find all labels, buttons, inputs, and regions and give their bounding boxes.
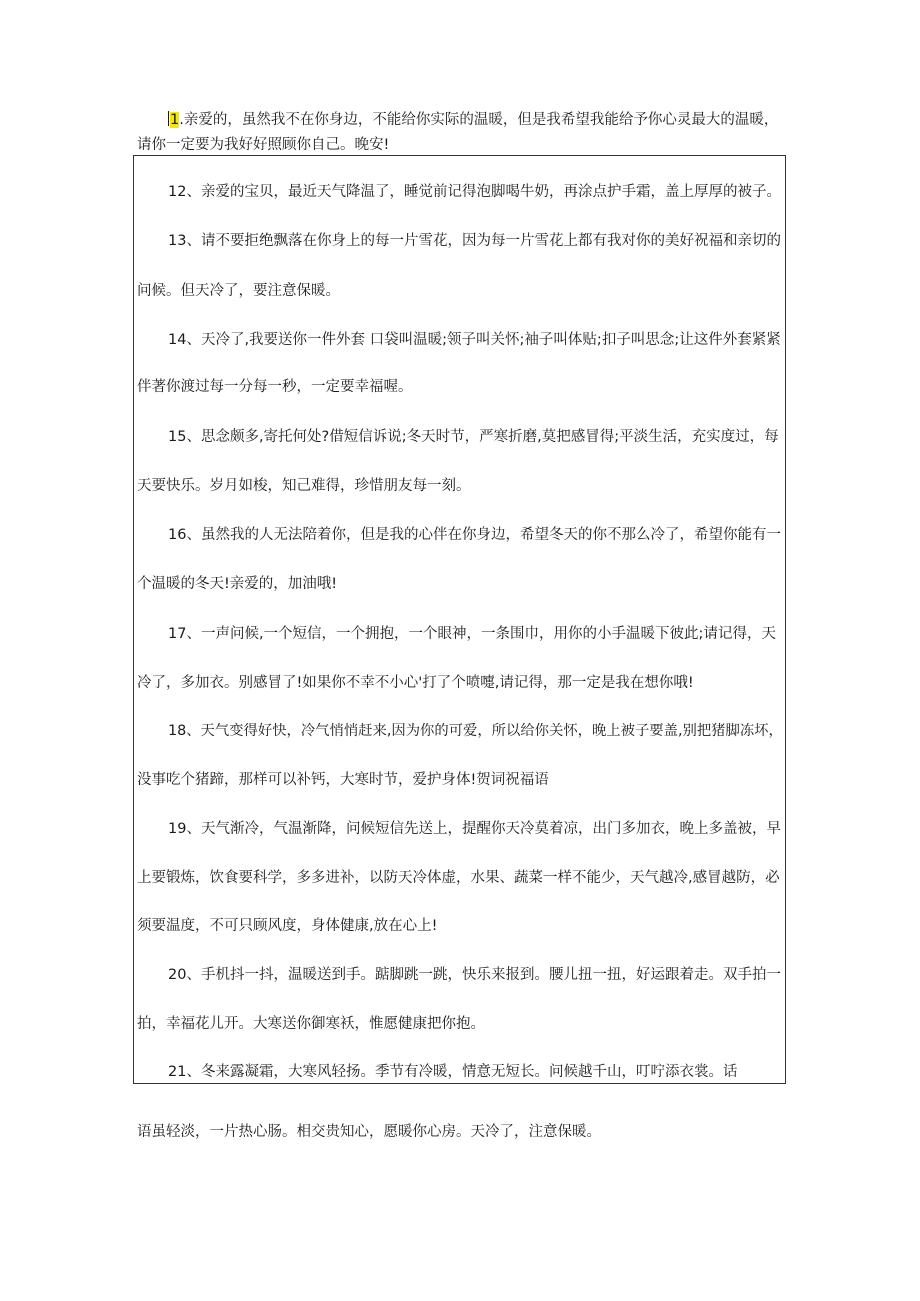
intro-line-1 bbox=[168, 111, 778, 129]
p18-line-1: 18、天气变得好快，冷气悄悄赶来,因为你的可爱，所以给你关怀，晚上被子要盖,别把猪脚冻坏， bbox=[168, 723, 783, 739]
intro-line-2 bbox=[137, 136, 389, 154]
p14-line-1: 14、天冷了,我要送你一件外套 口袋叫温暖;领子叫关怀;袖子叫体贴;扣子叫思念;让这件外套紧紧 bbox=[168, 332, 781, 348]
p20-line-2: 拍，幸福花儿开。大寒送你御寒袄，惟愿健康把你抱。 bbox=[137, 1016, 485, 1032]
p12-line-1: 12、亲爱的宝贝，最近天气降温了，睡觉前记得泡脚喝牛奶，再涂点护手霜，盖上厚厚的被子。 bbox=[168, 184, 781, 200]
text-cursor bbox=[168, 111, 169, 126]
p16-line-1: 16、虽然我的人无法陪着你，但是我的心伴在你身边，希望冬天的你不那么冷了，希望你能有一 bbox=[168, 527, 781, 543]
p13-line-1: 13、请不要拒绝飘落在你身上的每一片雪花，因为每一片雪花上都有我对你的美好祝福和亲切的 bbox=[168, 233, 781, 249]
intro-line-2-text: 请你一定要为我好好照顾你自己。晚安! bbox=[137, 137, 390, 153]
p14-line-2: 伴著你渡过每一分每一秒，一定要幸福喔。 bbox=[137, 379, 413, 395]
p20-line-1: 20、手机抖一抖，温暖送到手。踮脚跳一跳，快乐来报到。腰儿扭一扭，好运跟着走。双手拍一 bbox=[168, 967, 781, 983]
p19-line-3: 须要温度，不可只顾风度，身体健康,放在心上! bbox=[137, 918, 438, 934]
p13-line-2: 问候。但天冷了，要注意保暖。 bbox=[137, 283, 340, 299]
highlighted-number: 1 bbox=[170, 112, 180, 128]
p17-line-1: 17、一声问候,一个短信，一个拥抱，一个眼神，一条围巾，用你的小手温暖下彼此;请记得，天 bbox=[168, 626, 776, 642]
intro-line-1-text: .亲爱的，虽然我不在你身边，不能给你实际的温暖，但是我希望我能给予你心灵最大的温暖， bbox=[179, 112, 779, 128]
p21-line-1: 21、冬来露凝霜，大寒风轻扬。季节有冷暖，情意无短长。问候越千山，叮咛添衣裳。话 bbox=[168, 1064, 738, 1080]
p16-line-2: 个温暖的冬天!亲爱的，加油哦! bbox=[137, 576, 338, 592]
p18-line-2: 没事吃个猪蹄，那样可以补钙，大寒时节，爱护身体!贺词祝福语 bbox=[137, 772, 549, 788]
p19-line-1: 19、天气渐冷，气温渐降，问候短信先送上，提醒你天冷莫着凉，出门多加衣，晚上多盖被，早 bbox=[168, 821, 781, 837]
p15-line-2: 天要快乐。岁月如梭，知己难得，珍惜朋友每一刻。 bbox=[137, 478, 471, 494]
p15-line-1: 15、思念颇多,寄托何处?借短信诉说;冬天时节，严寒折磨,莫把感冒得;平淡生活，充实度过，每 bbox=[168, 429, 779, 445]
p19-line-2: 上要锻炼，饮食要科学，多多进补，以防天冷体虚，水果、蔬菜一样不能少，天气越冷,感冒越防，必 bbox=[137, 870, 780, 886]
outro-line: 语虽轻淡，一片热心肠。相交贵知心，愿暖你心房。天冷了，注意保暖。 bbox=[137, 1124, 601, 1140]
p17-line-2: 冷了，多加衣。别感冒了!如果你不幸不小心'打了个喷嚏,请记得，那一定是我在想你哦! bbox=[137, 675, 694, 691]
